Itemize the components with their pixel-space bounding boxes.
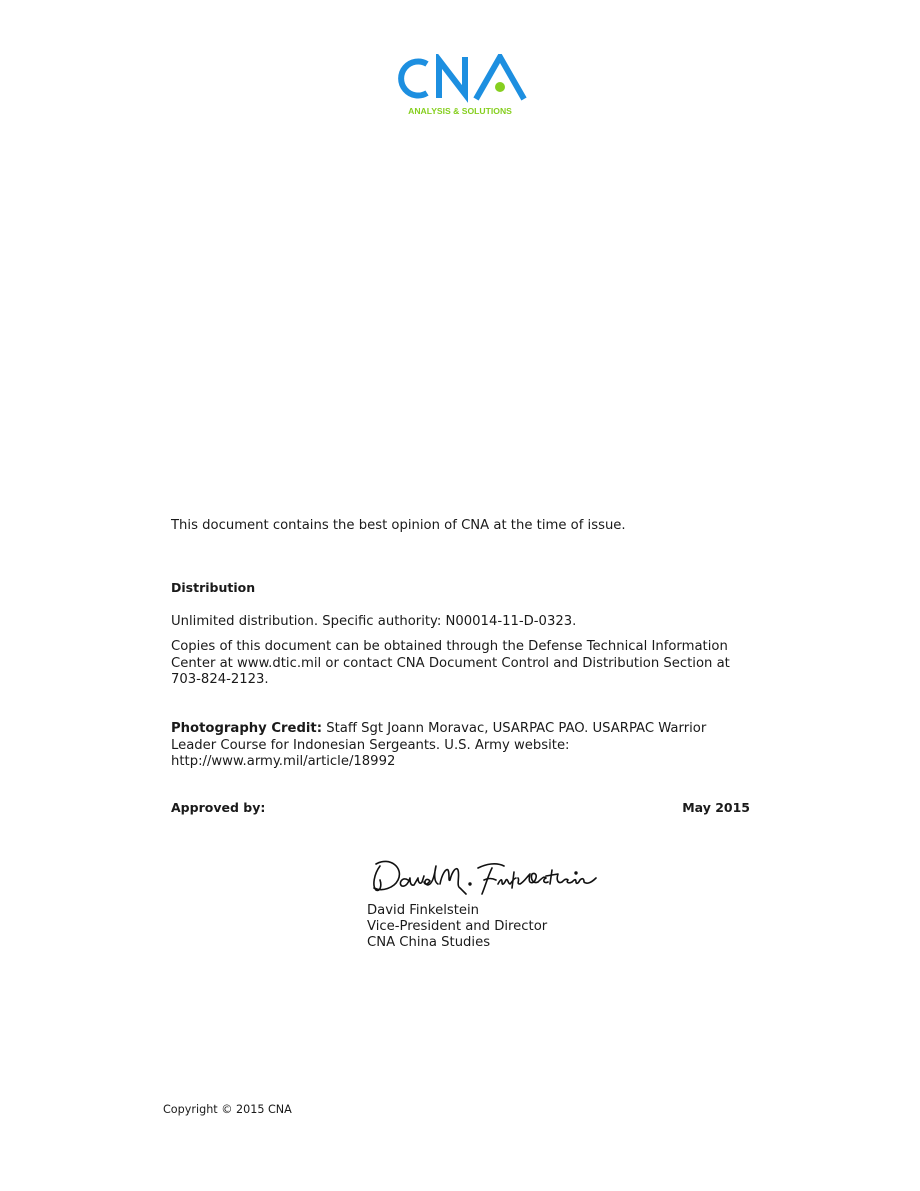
- cna-logo-graphic: [389, 54, 531, 118]
- signer-name: David Finkelstein: [367, 903, 480, 918]
- signer-title: Vice-President and Director: [367, 919, 548, 935]
- opinion-statement: This document contains the best opinion of CNA at the time of issue.: [171, 518, 626, 533]
- signature: [368, 854, 614, 904]
- approval-date: May 2015: [682, 800, 750, 815]
- distribution-copies: Copies of this document can be obtained through the Defense Technical Information Center at www.dtic.mil or contact CNA Document Control and Distribution Section at 703-824-2123.: [171, 639, 730, 687]
- distribution-authority: Unlimited distribution. Specific authority: N00014-11-D-0323.: [171, 614, 577, 629]
- photo-credit-text: Staff Sgt Joann Moravac, USARPAC PAO. USARPAC Warrior Leader Course for Indonesian Sergeants. U.S. Army website: http://www.army.mil/article/18992: [171, 721, 707, 769]
- signer-org: CNA China Studies: [367, 935, 491, 951]
- signer-block: [367, 903, 547, 952]
- photo-credit-label: Photography Credit:: [171, 721, 322, 736]
- handwritten-signature: [368, 854, 614, 904]
- photo-credit: [171, 721, 751, 771]
- copyright-notice: Copyright © 2015 CNA: [163, 1103, 292, 1116]
- distribution-heading: Distribution: [171, 580, 256, 595]
- approval-row: [171, 800, 750, 815]
- logo-tagline: ANALYSIS & SOLUTIONS: [408, 106, 512, 116]
- approved-by-label: Approved by:: [171, 800, 266, 815]
- cna-logo: [389, 54, 531, 118]
